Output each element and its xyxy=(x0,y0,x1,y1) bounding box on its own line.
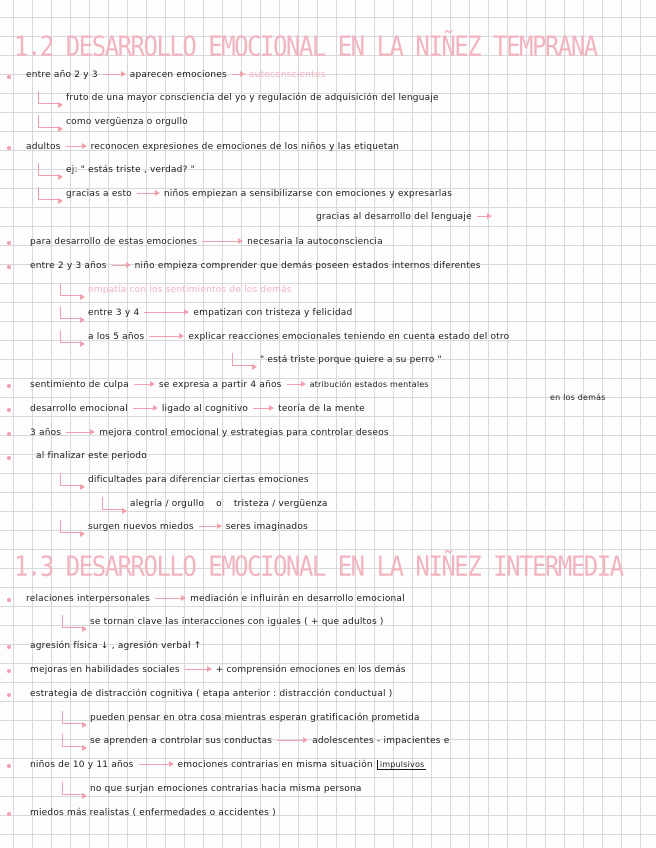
note-text: surgen nuevos miedos xyxy=(88,522,194,532)
bullet xyxy=(7,693,11,697)
bullet xyxy=(7,241,11,245)
bullet xyxy=(7,265,11,269)
note-text: empatizan con tristeza y felicidad xyxy=(193,308,353,318)
note-text: fruto de una mayor consciencia del yo y regulación de adquisición del lenguaje xyxy=(66,93,439,103)
note-line xyxy=(26,589,405,609)
note-highlight: empatía con los sentimientos de los demás xyxy=(88,285,292,295)
note-line: en los demás xyxy=(550,393,606,402)
arrow-icon xyxy=(103,74,125,76)
arrow-icon xyxy=(277,740,307,742)
note-text: sentimiento de culpa xyxy=(30,380,129,390)
note-line xyxy=(26,65,325,85)
note-text: entre año 2 y 3 xyxy=(26,70,98,80)
arrow-icon xyxy=(155,598,185,600)
note-text: atribución estados mentales xyxy=(309,380,429,389)
arrow-icon xyxy=(66,432,94,434)
note-text: dificultades para diferenciar ciertas emociones xyxy=(88,475,309,485)
note-text: adultos xyxy=(26,142,61,152)
note-line xyxy=(30,660,406,680)
note-text: explicar reacciones emocionales teniendo en cuenta estado del otro xyxy=(188,332,510,342)
note-text: impulsivos xyxy=(377,760,427,770)
note-line xyxy=(232,350,442,370)
note-line xyxy=(26,137,399,157)
arrow-icon xyxy=(139,764,173,766)
section-heading-1: 1.2 DESARROLLO EMOCIONAL EN LA NIÑEZ TEMPRANA xyxy=(14,30,597,63)
arrow-icon xyxy=(477,216,491,218)
note-text: gracias al desarrollo del lenguaje xyxy=(316,212,472,222)
note-line xyxy=(36,446,147,466)
bullet xyxy=(7,384,11,388)
note-line xyxy=(38,160,195,180)
note-line xyxy=(102,494,328,514)
bullet xyxy=(7,456,11,460)
arrow-icon xyxy=(149,336,183,338)
hook-arrow-icon xyxy=(60,283,83,296)
section-heading-2: 1.3 DESARROLLO EMOCIONAL EN LA NIÑEZ INTERMEDIA xyxy=(14,550,623,583)
hook-arrow-icon xyxy=(232,353,255,366)
note-text: adolescentes - impacientes e xyxy=(312,736,450,746)
note-text: como vergüenza o orgullo xyxy=(66,117,188,127)
bullet xyxy=(7,408,11,412)
note-line xyxy=(62,708,420,728)
hook-arrow-icon xyxy=(102,497,125,510)
arrow-icon xyxy=(112,265,130,267)
note-text: niños de 10 y 11 años xyxy=(30,760,134,770)
hook-arrow-icon xyxy=(62,782,85,795)
bullet xyxy=(7,669,11,673)
note-line xyxy=(30,636,201,656)
hook-arrow-icon xyxy=(62,734,85,747)
arrow-icon xyxy=(185,669,211,671)
note-text: se tornan clave las interacciones con iguales ( + que adultos ) xyxy=(90,617,384,627)
note-line xyxy=(60,327,509,347)
note-text: niños empiezan a sensibilizarse con emociones y expresarlas xyxy=(163,189,453,199)
arrow-icon xyxy=(253,408,273,410)
bullet xyxy=(7,812,11,816)
note-text: emociones contrarias en misma situación xyxy=(177,760,373,770)
hook-arrow-icon xyxy=(38,163,61,176)
note-text: + comprensión emociones en los demás xyxy=(215,665,406,675)
arrow-icon xyxy=(144,312,188,314)
note-text: ligado al cognitivo xyxy=(161,404,249,414)
bullet xyxy=(7,645,11,649)
arrow-icon xyxy=(137,193,159,195)
note-line xyxy=(30,375,429,395)
note-text: necesaria la autoconsciencia xyxy=(247,237,383,247)
bullet xyxy=(7,764,11,768)
note-text: al finalizar este periodo xyxy=(36,451,147,461)
note-line xyxy=(30,399,365,419)
note-line xyxy=(38,112,188,132)
note-line xyxy=(60,470,309,490)
hook-arrow-icon xyxy=(60,520,83,533)
note-text: desarrollo emocional xyxy=(30,404,128,414)
note-highlight: autoconscientes xyxy=(248,70,326,80)
note-text: relaciones interpersonales xyxy=(26,594,151,604)
note-line xyxy=(62,731,449,751)
hook-arrow-icon xyxy=(60,330,83,343)
note-line xyxy=(62,779,362,799)
note-line xyxy=(316,207,496,227)
note-text: miedos más realistas ( enfermedades o accidentes ) xyxy=(30,808,276,818)
hook-arrow-icon xyxy=(60,473,83,486)
note-text: reconocen expresiones de emociones de los niños y las etiquetan xyxy=(90,142,400,152)
bullet xyxy=(7,146,11,150)
hook-arrow-icon xyxy=(38,115,61,128)
hook-arrow-icon xyxy=(38,187,61,200)
hook-arrow-icon xyxy=(38,91,61,104)
note-line xyxy=(60,303,352,323)
arrow-icon xyxy=(287,384,305,386)
note-line xyxy=(30,684,393,704)
arrow-icon xyxy=(232,74,244,76)
note-text: para desarrollo de estas emociones xyxy=(30,237,198,247)
note-text: se expresa a partir 4 años xyxy=(158,380,282,390)
hook-arrow-icon xyxy=(60,306,83,319)
note-text: 3 años xyxy=(30,428,62,438)
note-text: o xyxy=(216,499,222,509)
note-text: seres imaginados xyxy=(225,522,308,532)
arrow-icon xyxy=(133,408,157,410)
note-line xyxy=(62,612,384,632)
arrow-icon xyxy=(199,526,221,528)
note-line xyxy=(30,423,389,443)
arrow-icon xyxy=(202,241,242,243)
note-text: mediación e influirán en desarrollo emocional xyxy=(190,594,405,604)
note-text: estrategia de distracción cognitiva ( etapa anterior : distracción conductual ) xyxy=(30,689,393,699)
note-text: alegría / orgullo xyxy=(130,499,205,509)
note-text: a los 5 años xyxy=(88,332,145,342)
note-line xyxy=(30,256,481,276)
arrow-icon xyxy=(66,146,86,148)
note-text: tristeza / vergüenza xyxy=(233,499,328,509)
bullet xyxy=(7,598,11,602)
note-line xyxy=(38,88,439,108)
bullet xyxy=(7,75,11,79)
note-text: pueden pensar en otra cosa mientras esperan gratificación prometida xyxy=(90,713,420,723)
note-text: ej: " estás triste , verdad? " xyxy=(66,165,195,175)
note-text: aparecen emociones xyxy=(129,70,227,80)
note-line xyxy=(60,517,308,537)
note-text: " está triste porque quiere a su perro " xyxy=(260,355,442,365)
note-text: agresión física ↓ , agresión verbal ↑ xyxy=(30,641,202,651)
bullet xyxy=(7,432,11,436)
note-line xyxy=(60,280,292,300)
hook-arrow-icon xyxy=(62,711,85,724)
note-text: entre 3 y 4 xyxy=(88,308,140,318)
note-text: entre 2 y 3 años xyxy=(30,261,107,271)
arrow-icon xyxy=(134,384,154,386)
note-text: se aprenden a controlar sus conductas xyxy=(90,736,273,746)
note-line xyxy=(30,803,276,823)
note-text: mejora control emocional y estrategias para controlar deseos xyxy=(99,428,389,438)
note-line xyxy=(30,755,426,775)
note-line xyxy=(30,232,383,252)
hook-arrow-icon xyxy=(62,615,85,628)
note-text: niño empieza comprender que demás poseen estados internos diferentes xyxy=(134,261,481,271)
note-text: no que surjan emociones contrarias hacia misma persona xyxy=(90,784,362,794)
note-line xyxy=(38,184,452,204)
note-text: mejoras en habilidades sociales xyxy=(30,665,180,675)
note-text: teoría de la mente xyxy=(278,404,365,414)
note-text: gracias a esto xyxy=(66,189,132,199)
